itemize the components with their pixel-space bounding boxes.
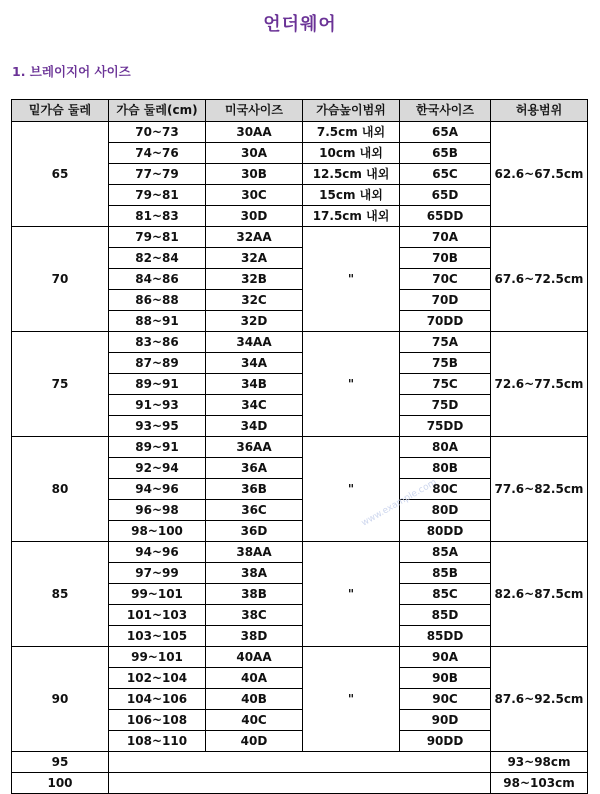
bust-cell: 97~99 xyxy=(109,563,206,584)
kr-size-cell: 75D xyxy=(400,395,491,416)
bust-cell: 83~86 xyxy=(109,332,206,353)
us-size-cell: 38D xyxy=(206,626,303,647)
kr-size-cell: 80C xyxy=(400,479,491,500)
us-size-cell: 32C xyxy=(206,290,303,311)
us-size-cell: 34A xyxy=(206,353,303,374)
tolerance-cell: 98~103cm xyxy=(491,773,588,794)
kr-size-cell: 65D xyxy=(400,185,491,206)
bra-size-table xyxy=(11,99,588,794)
kr-size-cell: 75DD xyxy=(400,416,491,437)
cup-height-cell: 12.5cm 내외 xyxy=(303,164,400,185)
kr-size-cell: 75C xyxy=(400,374,491,395)
us-size-cell: 30A xyxy=(206,143,303,164)
tolerance-cell: 93~98cm xyxy=(491,752,588,773)
cup-height-cell: 15cm 내외 xyxy=(303,185,400,206)
bust-cell: 96~98 xyxy=(109,500,206,521)
kr-size-cell: 70DD xyxy=(400,311,491,332)
table-row xyxy=(12,752,588,773)
bust-cell: 94~96 xyxy=(109,542,206,563)
us-size-cell: 34AA xyxy=(206,332,303,353)
table-row xyxy=(12,122,588,143)
kr-size-cell: 70C xyxy=(400,269,491,290)
watermark: www.example.com xyxy=(360,477,439,529)
bust-cell: 87~89 xyxy=(109,353,206,374)
page-title: 언더웨어 xyxy=(263,14,337,35)
tolerance-cell: 77.6~82.5cm xyxy=(491,437,588,542)
bust-cell: 81~83 xyxy=(109,206,206,227)
underbust-cell: 65 xyxy=(12,122,109,227)
kr-size-cell: 85C xyxy=(400,584,491,605)
kr-size-cell: 90A xyxy=(400,647,491,668)
bust-cell: 82~84 xyxy=(109,248,206,269)
us-size-cell: 36D xyxy=(206,521,303,542)
cup-height-ditto-cell: " xyxy=(303,227,400,332)
bust-cell: 103~105 xyxy=(109,626,206,647)
us-size-cell: 30B xyxy=(206,164,303,185)
empty-cell xyxy=(109,773,491,794)
cup-height-ditto-cell: " xyxy=(303,647,400,752)
bust-cell: 79~81 xyxy=(109,185,206,206)
us-size-cell: 32A xyxy=(206,248,303,269)
us-size-cell: 36C xyxy=(206,500,303,521)
us-size-cell: 38AA xyxy=(206,542,303,563)
bust-cell: 99~101 xyxy=(109,584,206,605)
tolerance-cell: 67.6~72.5cm xyxy=(491,227,588,332)
kr-size-cell: 65B xyxy=(400,143,491,164)
header-bust: 가슴 둘레(cm) xyxy=(109,100,206,122)
us-size-cell: 30AA xyxy=(206,122,303,143)
us-size-cell: 40A xyxy=(206,668,303,689)
cup-height-cell: 17.5cm 내외 xyxy=(303,206,400,227)
header-cup-height: 가슴높이범위 xyxy=(303,100,400,122)
table-row xyxy=(12,647,588,668)
header-kr-size: 한국사이즈 xyxy=(400,100,491,122)
bust-cell: 98~100 xyxy=(109,521,206,542)
kr-size-cell: 65A xyxy=(400,122,491,143)
bust-cell: 93~95 xyxy=(109,416,206,437)
us-size-cell: 38C xyxy=(206,605,303,626)
us-size-cell: 30D xyxy=(206,206,303,227)
us-size-cell: 34C xyxy=(206,395,303,416)
kr-size-cell: 85B xyxy=(400,563,491,584)
cup-height-cell: 10cm 내외 xyxy=(303,143,400,164)
kr-size-cell: 65C xyxy=(400,164,491,185)
header-underbust: 밑가슴 둘레 xyxy=(12,100,109,122)
underbust-cell: 70 xyxy=(12,227,109,332)
table-row xyxy=(12,773,588,794)
us-size-cell: 38A xyxy=(206,563,303,584)
bust-cell: 89~91 xyxy=(109,437,206,458)
underbust-cell: 85 xyxy=(12,542,109,647)
bust-cell: 70~73 xyxy=(109,122,206,143)
bust-cell: 88~91 xyxy=(109,311,206,332)
bust-cell: 102~104 xyxy=(109,668,206,689)
kr-size-cell: 75A xyxy=(400,332,491,353)
bust-cell: 79~81 xyxy=(109,227,206,248)
underbust-cell: 95 xyxy=(12,752,109,773)
kr-size-cell: 80DD xyxy=(400,521,491,542)
kr-size-cell: 85DD xyxy=(400,626,491,647)
kr-size-cell: 80D xyxy=(400,500,491,521)
table-header-row xyxy=(12,100,588,122)
empty-cell xyxy=(109,752,491,773)
underbust-cell: 100 xyxy=(12,773,109,794)
table-body xyxy=(12,122,588,794)
table-row xyxy=(12,227,588,248)
cup-height-ditto-cell: " xyxy=(303,437,400,542)
tolerance-cell: 62.6~67.5cm xyxy=(491,122,588,227)
us-size-cell: 40D xyxy=(206,731,303,752)
us-size-cell: 30C xyxy=(206,185,303,206)
cup-height-ditto-cell: " xyxy=(303,332,400,437)
tolerance-cell: 72.6~77.5cm xyxy=(491,332,588,437)
bust-cell: 84~86 xyxy=(109,269,206,290)
kr-size-cell: 85D xyxy=(400,605,491,626)
kr-size-cell: 90DD xyxy=(400,731,491,752)
us-size-cell: 34D xyxy=(206,416,303,437)
us-size-cell: 38B xyxy=(206,584,303,605)
kr-size-cell: 90C xyxy=(400,689,491,710)
kr-size-cell: 80B xyxy=(400,458,491,479)
cup-height-cell: 7.5cm 내외 xyxy=(303,122,400,143)
kr-size-cell: 80A xyxy=(400,437,491,458)
tolerance-cell: 82.6~87.5cm xyxy=(491,542,588,647)
bust-cell: 86~88 xyxy=(109,290,206,311)
bust-cell: 74~76 xyxy=(109,143,206,164)
us-size-cell: 32AA xyxy=(206,227,303,248)
us-size-cell: 36AA xyxy=(206,437,303,458)
us-size-cell: 32D xyxy=(206,311,303,332)
bust-cell: 99~101 xyxy=(109,647,206,668)
kr-size-cell: 70D xyxy=(400,290,491,311)
bust-cell: 89~91 xyxy=(109,374,206,395)
kr-size-cell: 85A xyxy=(400,542,491,563)
us-size-cell: 32B xyxy=(206,269,303,290)
us-size-cell: 40C xyxy=(206,710,303,731)
underbust-cell: 80 xyxy=(12,437,109,542)
table-row xyxy=(12,542,588,563)
bust-cell: 108~110 xyxy=(109,731,206,752)
bust-cell: 91~93 xyxy=(109,395,206,416)
cup-height-ditto-cell: " xyxy=(303,542,400,647)
bust-cell: 77~79 xyxy=(109,164,206,185)
kr-size-cell: 65DD xyxy=(400,206,491,227)
underbust-cell: 90 xyxy=(12,647,109,752)
tolerance-cell: 87.6~92.5cm xyxy=(491,647,588,752)
kr-size-cell: 70B xyxy=(400,248,491,269)
bust-cell: 106~108 xyxy=(109,710,206,731)
bust-cell: 92~94 xyxy=(109,458,206,479)
table-row xyxy=(12,437,588,458)
section-heading: 1. 브레이지어 사이즈 xyxy=(12,64,131,79)
us-size-cell: 34B xyxy=(206,374,303,395)
underbust-cell: 75 xyxy=(12,332,109,437)
kr-size-cell: 90B xyxy=(400,668,491,689)
bust-cell: 101~103 xyxy=(109,605,206,626)
us-size-cell: 36B xyxy=(206,479,303,500)
us-size-cell: 40B xyxy=(206,689,303,710)
bust-cell: 94~96 xyxy=(109,479,206,500)
us-size-cell: 36A xyxy=(206,458,303,479)
table-row xyxy=(12,332,588,353)
bust-cell: 104~106 xyxy=(109,689,206,710)
header-tolerance: 허용범위 xyxy=(491,100,588,122)
kr-size-cell: 75B xyxy=(400,353,491,374)
us-size-cell: 40AA xyxy=(206,647,303,668)
kr-size-cell: 70A xyxy=(400,227,491,248)
header-us-size: 미국사이즈 xyxy=(206,100,303,122)
kr-size-cell: 90D xyxy=(400,710,491,731)
